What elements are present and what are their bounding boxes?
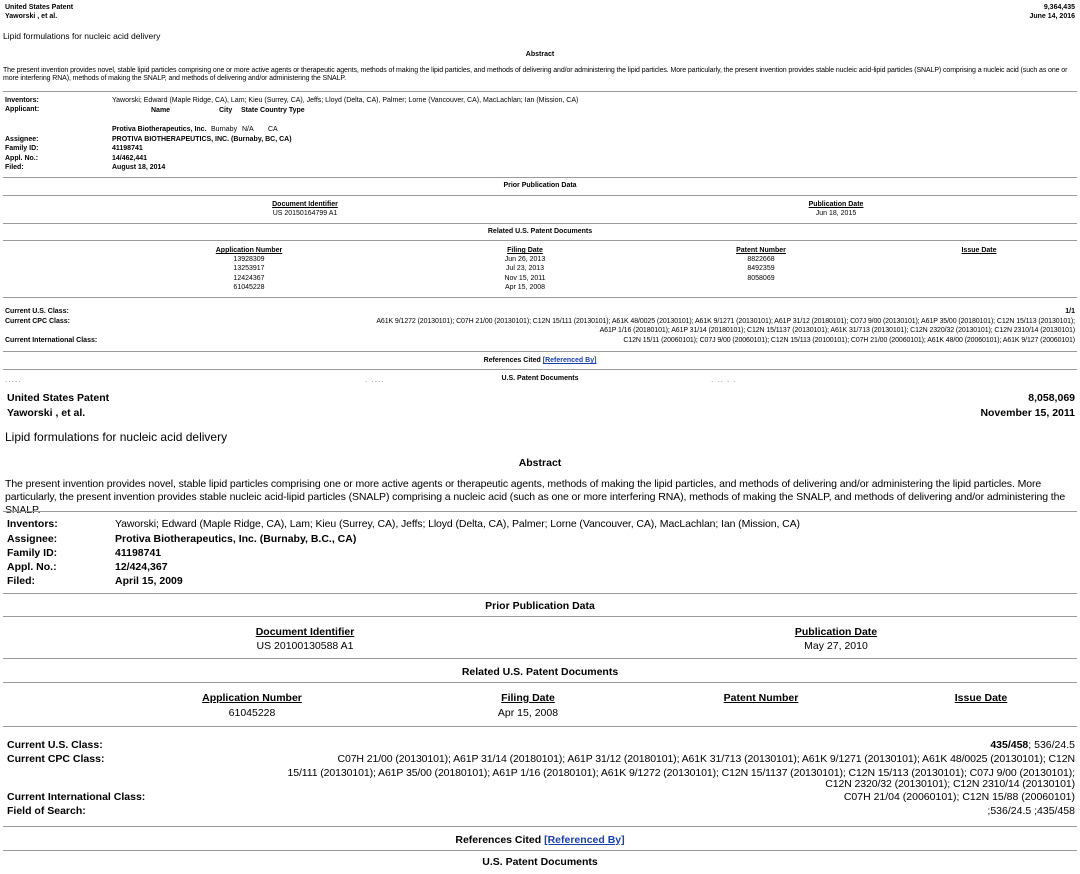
intl-class-value: C07H 21/04 (20060101); C12N 15/88 (20060101) bbox=[843, 791, 1075, 803]
cell-filing-date: Nov 15, 2011 bbox=[504, 275, 546, 282]
col-application-number: Application Number bbox=[215, 247, 283, 254]
cell-filing-date: Jul 23, 2013 bbox=[505, 265, 545, 272]
cell-filing-date: Jun 26, 2013 bbox=[504, 256, 546, 263]
applicant-city: Burnaby bbox=[211, 126, 238, 133]
cpc-class-label: Current CPC Class: bbox=[7, 753, 105, 765]
inventors-value: Yaworski; Edward (Maple Ridge, CA), Lam; Kieu (Surrey, CA), Jeffs; Lloyd (Delta, CA), Palmer; Lorne (Vancouver, CA), MacLachlan; Ian (Mission, CA) bbox=[112, 97, 579, 104]
cell-application-number: 12424367 bbox=[233, 275, 265, 282]
cpc-class-line: A61P 1/16 (20180101); A61P 31/14 (20180101); C12N 15/1137 (20130101); A61K 31/713 (20130101); C12N 2320/32 (20130101); C12N 2310/14 (20130101) bbox=[599, 327, 1075, 334]
us-class-label: Current U.S. Class: bbox=[5, 308, 69, 315]
related-documents-heading: Related U.S. Patent Documents bbox=[461, 666, 619, 678]
col-issue-date: Issue Date bbox=[954, 692, 1008, 704]
cell-patent-number: 8492359 bbox=[747, 265, 775, 272]
filed-label: Filed: bbox=[7, 575, 35, 587]
appl-no-label: Appl. No.: bbox=[5, 155, 39, 162]
related-documents-heading: Related U.S. Patent Documents bbox=[487, 228, 593, 235]
intl-class-label: Current International Class: bbox=[7, 791, 146, 803]
document-identifier: US 20100130588 A1 bbox=[256, 640, 354, 652]
divider bbox=[3, 351, 1077, 352]
references-cited-label: References Cited bbox=[483, 357, 541, 364]
patent-number: 9,364,435 bbox=[1043, 4, 1075, 11]
referenced-by-link[interactable]: [Referenced By] bbox=[544, 834, 625, 846]
divider bbox=[3, 369, 1077, 370]
publication-date: May 27, 2010 bbox=[804, 640, 868, 652]
cell-patent-number: 8822668 bbox=[747, 256, 775, 263]
family-id-value: 41198741 bbox=[115, 547, 162, 559]
field-of-search-label: Field of Search: bbox=[7, 805, 86, 817]
applicant-name: Protiva Biotherapeutics, Inc. bbox=[112, 126, 207, 133]
prior-publication-heading: Prior Publication Data bbox=[503, 182, 577, 189]
appl-no-label: Appl. No.: bbox=[7, 561, 57, 573]
divider bbox=[3, 177, 1077, 178]
divider bbox=[3, 850, 1077, 851]
divider bbox=[3, 593, 1077, 594]
divider bbox=[3, 297, 1077, 298]
abstract-text: The present invention provides novel, stable lipid particles comprising one or more active agents or therapeutic agents, methods of making the lipid particles, and methods of delivering and/or administering the lipid particles. More particularly, the present invention provides stable nucleic acid-lipid particles (SNALP) comprising a nucleic acid (such as one or more interfering RNA), methods of making the SNALP, and methods of delivering and/or administering the SNALP. bbox=[3, 67, 1068, 83]
cell-filing-date: Apr 15, 2008 bbox=[504, 284, 546, 291]
cut-off-row: ····· · ···· · ·· · · bbox=[5, 381, 737, 385]
applicant-label: Applicant: bbox=[5, 106, 40, 113]
patent-9364435 bbox=[0, 0, 1080, 387]
applicant-col-name: Name bbox=[151, 107, 171, 114]
divider bbox=[3, 223, 1077, 224]
prior-publication-heading: Prior Publication Data bbox=[485, 600, 595, 612]
col-patent-number: Patent Number bbox=[736, 247, 786, 254]
us-patent-documents-heading: U.S. Patent Documents bbox=[482, 856, 598, 868]
abstract-heading: Abstract bbox=[518, 457, 562, 469]
issue-date: November 15, 2011 bbox=[980, 407, 1075, 419]
patent-title: Lipid formulations for nucleic acid delivery bbox=[3, 31, 161, 41]
references-cited-label: References Cited bbox=[455, 834, 542, 846]
cpc-class-label: Current CPC Class: bbox=[5, 318, 70, 325]
col-filing-date: Filing Date bbox=[507, 247, 543, 254]
us-class-secondary: ; 536/24.5 bbox=[1028, 739, 1075, 751]
publication-date-heading: Publication Date bbox=[808, 201, 864, 208]
patent-8058069 bbox=[0, 391, 1080, 874]
assignee-label: Assignee: bbox=[7, 533, 58, 545]
abstract-text: The present invention provides novel, stable lipid particles comprising one or more active agents or therapeutic agents, methods of making the lipid particles, and methods of delivering and/or administering the lipid particles. More particularly, the present invention provides stable nucleic acid-lipid particles (SNALP) comprising a nucleic acid (such as one or more interfering RNA), methods of making the SNALP, and methods of delivering and/or administering the SNALP. bbox=[5, 478, 1066, 516]
col-filing-date: Filing Date bbox=[501, 692, 555, 704]
document-identifier-heading: Document Identifier bbox=[255, 626, 355, 638]
authors: Yaworski , et al. bbox=[7, 407, 86, 419]
document-identifier: US 20150164799 A1 bbox=[272, 210, 338, 217]
divider bbox=[3, 511, 1077, 512]
field-of-search-value: ;536/24.5 ;435/458 bbox=[987, 805, 1075, 817]
publication-date-heading: Publication Date bbox=[794, 626, 878, 638]
col-application-number: Application Number bbox=[202, 692, 302, 704]
us-class-label: Current U.S. Class: bbox=[7, 739, 103, 751]
us-class-main: 435/458 bbox=[990, 739, 1029, 751]
appl-no-value: 14/462,441 bbox=[112, 155, 148, 162]
us-patent-documents-heading: U.S. Patent Documents bbox=[501, 375, 579, 382]
divider bbox=[3, 195, 1077, 196]
inventors-label: Inventors: bbox=[5, 97, 39, 104]
applicant-country: CA bbox=[268, 126, 278, 133]
cell-application-number: 13253917 bbox=[233, 265, 265, 272]
divider bbox=[3, 240, 1077, 241]
assignee-value: Protiva Biotherapeutics, Inc. (Burnaby, B.C., CA) bbox=[115, 533, 357, 545]
divider bbox=[3, 682, 1077, 683]
cpc-class-line: C12N 2320/32 (20130101); C12N 2310/14 (20130101) bbox=[825, 778, 1075, 790]
applicant-col-state: State Country Type bbox=[241, 107, 305, 114]
appl-no-value: 12/424,367 bbox=[115, 561, 168, 573]
cell-patent-number: 8058069 bbox=[747, 275, 775, 282]
filed-label: Filed: bbox=[5, 164, 24, 171]
intl-class-label: Current International Class: bbox=[5, 337, 98, 344]
publication-date: Jun 18, 2015 bbox=[815, 210, 857, 217]
us-class-value: 1/1 bbox=[1065, 308, 1075, 315]
applicant-col-city: City bbox=[219, 107, 233, 114]
filed-value: August 18, 2014 bbox=[112, 164, 166, 171]
applicant-state: N/A bbox=[242, 126, 254, 133]
patent-number: 8,058,069 bbox=[1028, 392, 1075, 404]
patent-title: Lipid formulations for nucleic acid delivery bbox=[5, 430, 228, 444]
intl-class-value: C12N 15/11 (20060101); C07J 9/00 (20060101); C12N 15/113 (20100101); C07H 21/00 (20060101); A61K 48/00 (20060101); A61K 9/127 (20060101) bbox=[623, 337, 1075, 344]
family-id-value: 41198741 bbox=[112, 145, 143, 152]
divider bbox=[3, 658, 1077, 659]
col-issue-date: Issue Date bbox=[961, 247, 997, 254]
references-cited-heading bbox=[0, 834, 1080, 847]
header-label: United States Patent bbox=[5, 4, 74, 11]
assignee-label: Assignee: bbox=[5, 136, 39, 143]
referenced-by-link[interactable]: [Referenced By] bbox=[542, 357, 597, 364]
family-id-label: Family ID: bbox=[5, 145, 39, 152]
col-patent-number: Patent Number bbox=[723, 692, 799, 704]
authors: Yaworski , et al. bbox=[5, 13, 58, 20]
us-class-value bbox=[990, 739, 1075, 752]
filed-value: April 15, 2009 bbox=[115, 575, 183, 587]
cpc-class-line: A61K 9/1272 (20130101); C07H 21/00 (20130101); C12N 15/111 (20130101); A61K 48/0025 (20130101); A61K 9/1271 (20130101); A61P 31/12 (20180101); C07J 9/00 (20130101); A61P 35/00 (20180101); C12N 15/113 (20130101); bbox=[376, 318, 1075, 325]
cell-application-number: 13928309 bbox=[233, 256, 265, 263]
header-label: United States Patent bbox=[7, 392, 110, 404]
divider bbox=[3, 91, 1077, 92]
document-identifier-heading: Document Identifier bbox=[272, 201, 338, 208]
references-cited-heading bbox=[0, 357, 1080, 365]
inventors-value: Yaworski; Edward (Maple Ridge, CA), Lam; Kieu (Surrey, CA), Jeffs; Lloyd (Delta, CA), Palmer; Lorne (Vancouver, CA), MacLachlan; Ian (Mission, CA) bbox=[115, 518, 800, 530]
cell-application-number: 61045228 bbox=[233, 284, 265, 291]
inventors-label: Inventors: bbox=[7, 518, 58, 530]
family-id-label: Family ID: bbox=[7, 547, 58, 559]
divider bbox=[3, 616, 1077, 617]
divider bbox=[3, 726, 1077, 727]
cpc-class-line: C07H 21/00 (20130101); A61P 31/14 (20180101); A61P 31/12 (20180101); A61K 31/713 (20130101); A61K 9/1271 (20130101); A61K 48/0025 (20130101); C12N bbox=[337, 753, 1075, 765]
divider bbox=[3, 826, 1077, 827]
abstract-heading: Abstract bbox=[525, 51, 555, 58]
assignee-value: PROTIVA BIOTHERAPEUTICS, INC. (Burnaby, BC, CA) bbox=[112, 136, 292, 143]
issue-date: June 14, 2016 bbox=[1029, 13, 1075, 20]
cell-filing-date: Apr 15, 2008 bbox=[497, 707, 559, 719]
cell-application-number: 61045228 bbox=[228, 707, 276, 719]
cpc-class-line: 15/111 (20130101); A61P 35/00 (20180101); A61P 1/16 (20180101); A61K 9/1272 (20130101); C12N 15/1137 (20130101); C12N 15/113 (20130101); C07J 9/00 (20130101); bbox=[287, 767, 1075, 779]
